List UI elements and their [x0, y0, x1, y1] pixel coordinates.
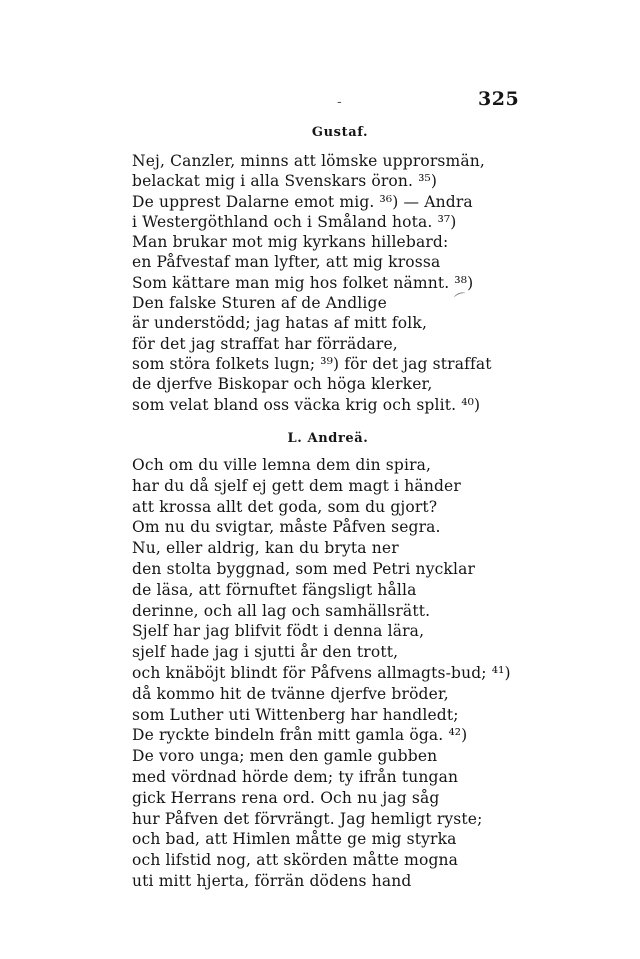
verse-line: sjelf hade jag i sjutti år den trott, — [132, 643, 399, 662]
verse-line: att krossa allt det goda, som du gjort? — [132, 497, 438, 516]
header-dash: - — [337, 94, 342, 110]
verse-line: uti mitt hjerta, förrän dödens hand — [132, 871, 412, 890]
verse-line: hur Påfven det förvrängt. Jag hemligt ryste; — [132, 809, 483, 828]
page-number: 325 — [478, 88, 520, 110]
verse-line: då kommo hit de tvänne djerfve bröder, — [132, 684, 449, 703]
verse-line: Som kättare man mig hos folket nämnt. ³⁸) — [132, 273, 474, 292]
verse-line: Man brukar mot mig kyrkans hillebard: — [132, 233, 449, 252]
verse-line: gick Herrans rena ord. Och nu jag såg — [132, 788, 440, 807]
verse-line: den stolta byggnad, som med Petri nycklar — [132, 559, 476, 578]
verse-line: belackat mig i alla Svenskars öron. ³⁵) — [132, 172, 438, 191]
verse-line: De ryckte bindeln från mitt gamla öga. ⁴²) — [132, 726, 468, 745]
verse-line: och knäböjt blindt för Påfvens allmagts-bud; ⁴¹) — [132, 663, 511, 682]
verse-line: som Luther uti Wittenberg har handledt; — [132, 705, 459, 724]
verse-line: Nu, eller aldrig, kan du bryta ner — [132, 539, 399, 558]
verse-block-andrea — [132, 455, 511, 892]
verse-line: i Westergöthland och i Småland hota. ³⁷) — [132, 212, 457, 231]
stray-ink-mark: ⌒ — [453, 290, 470, 308]
speaker-heading-gustaf: Gustaf. — [311, 125, 369, 140]
verse-line: Den falske Sturen af de Andlige — [132, 294, 387, 313]
verse-line: Nej, Canzler, minns att lömske upprorsmän, — [132, 152, 485, 170]
verse-line: derinne, och all lag och samhällsrätt. — [132, 601, 431, 620]
verse-line: Sjelf har jag blifvit födt i denna lära, — [132, 622, 425, 641]
verse-line: De upprest Dalarne emot mig. ³⁶) — Andra — [132, 192, 473, 211]
verse-line: en Påfvestaf man lyfter, att mig krossa — [132, 253, 441, 272]
verse-line: för det jag straffat har förrädare, — [132, 334, 398, 353]
verse-line: Om nu du svigtar, måste Påfven segra. — [132, 518, 441, 537]
verse-line: Och om du ville lemna dem din spira, — [132, 456, 432, 474]
verse-line: de djerfve Biskopar och höga klerker, — [132, 375, 433, 394]
verse-line: de läsa, att förnuftet fängsligt hålla — [132, 580, 417, 599]
verse-line: som störa folkets lugn; ³⁹) för det jag straffat — [132, 354, 492, 373]
verse-line: är understödd; jag hatas af mitt folk, — [132, 314, 428, 333]
verse-line: har du då sjelf ej gett dem magt i händer — [132, 476, 461, 495]
verse-line: och bad, att Himlen måtte ge mig styrka — [132, 830, 457, 849]
verse-line: och lifstid nog, att skörden måtte mogna — [132, 851, 459, 870]
verse-line: som velat bland oss väcka krig och split. ⁴⁰) — [132, 395, 481, 414]
speaker-heading-andrea: L. Andreä. — [287, 431, 369, 446]
verse-line: med vördnad hörde dem; ty ifrån tungan — [132, 767, 459, 786]
verse-block-gustaf — [132, 151, 492, 415]
verse-line: De voro unga; men den gamle gubben — [132, 747, 438, 766]
